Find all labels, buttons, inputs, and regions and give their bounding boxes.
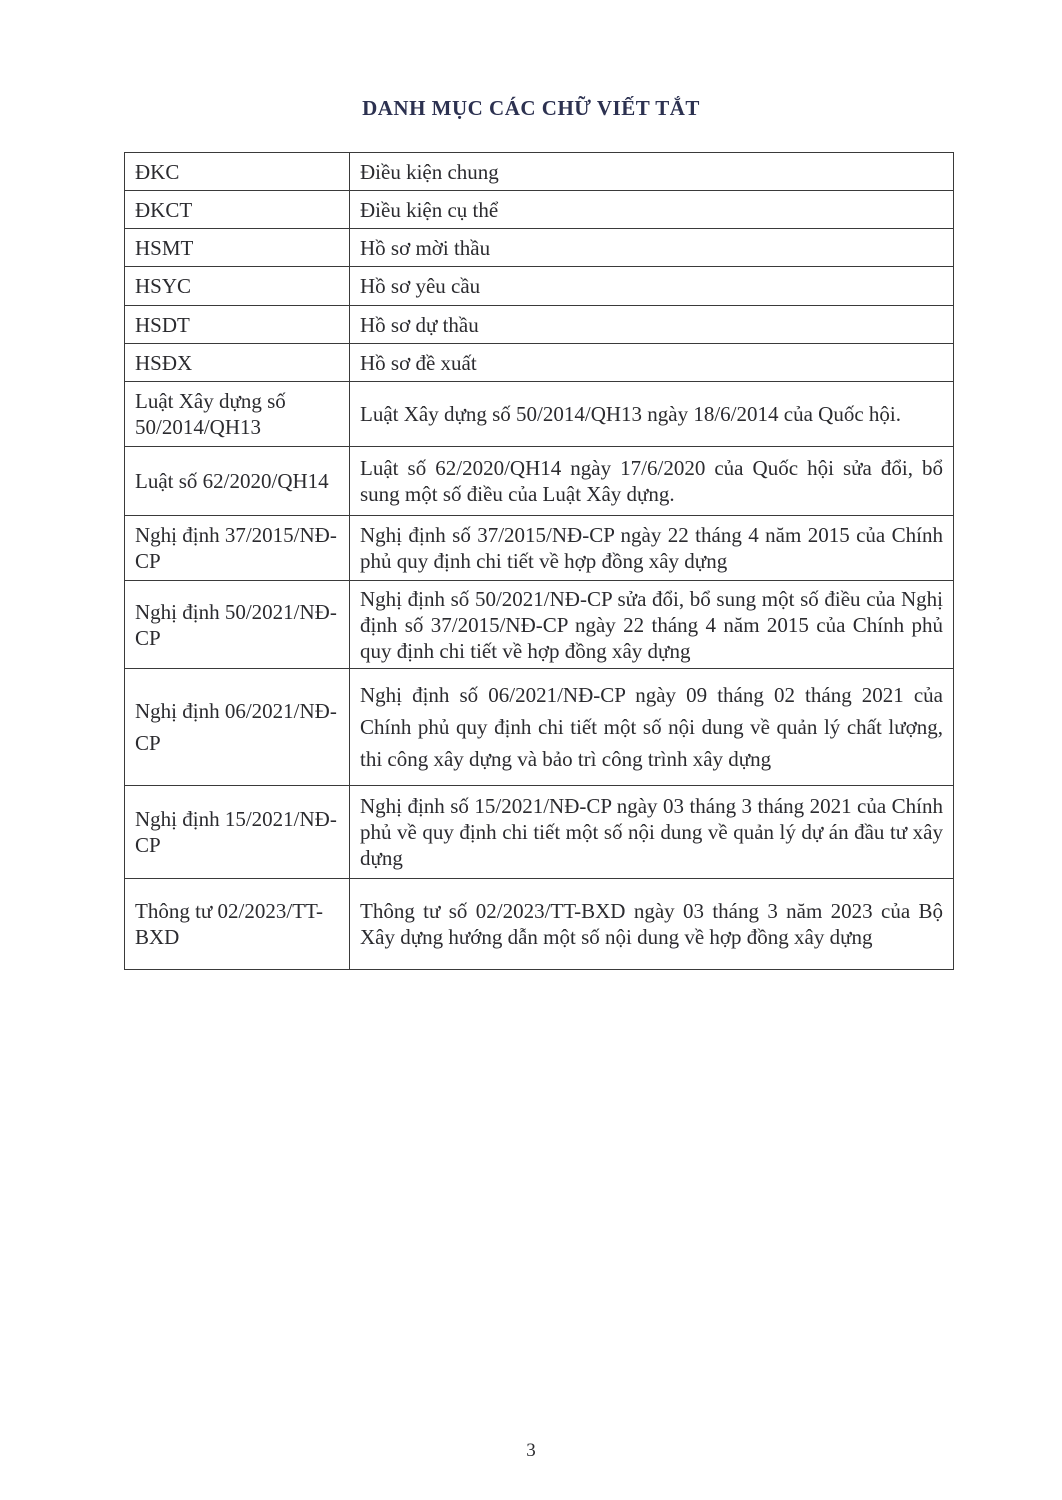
definition-cell: Hồ sơ yêu cầu	[350, 267, 954, 306]
definition-cell: Nghị định số 15/2021/NĐ-CP ngày 03 tháng 3 tháng 2021 của Chính phủ về quy định chi tiết một số nội dung về quản lý dự án đầu tư xây dựng	[350, 786, 954, 879]
table-row	[125, 344, 954, 382]
definition-cell: Luật Xây dựng số 50/2014/QH13 ngày 18/6/2014 của Quốc hội.	[350, 382, 954, 447]
table-row	[125, 447, 954, 516]
table-row	[125, 191, 954, 229]
abbreviation-cell: Thông tư 02/2023/TT-BXD	[125, 879, 350, 970]
definition-cell: Điều kiện cụ thể	[350, 191, 954, 229]
definition-cell: Hồ sơ mời thầu	[350, 229, 954, 267]
abbreviation-cell: Luật số 62/2020/QH14	[125, 447, 350, 516]
abbreviation-cell: Nghị định 15/2021/NĐ-CP	[125, 786, 350, 879]
abbreviation-cell: HSĐX	[125, 344, 350, 382]
table-row	[125, 153, 954, 191]
table-row	[125, 229, 954, 267]
definition-cell: Nghị định số 37/2015/NĐ-CP ngày 22 tháng 4 năm 2015 của Chính phủ quy định chi tiết về hợp đồng xây dựng	[350, 516, 954, 581]
table-row	[125, 516, 954, 581]
definition-cell: Nghị định số 50/2021/NĐ-CP sửa đổi, bổ sung một số điều của Nghị định số 37/2015/NĐ-CP ngày 22 tháng 4 năm 2015 của Chính phủ quy định chi tiết về hợp đồng xây dựng	[350, 581, 954, 669]
abbreviation-cell: Nghị định 37/2015/NĐ-CP	[125, 516, 350, 581]
abbreviations-table	[124, 152, 954, 970]
abbreviation-cell: HSYC	[125, 267, 350, 306]
table-row	[125, 669, 954, 786]
table-row	[125, 581, 954, 669]
table-row	[125, 786, 954, 879]
abbreviation-cell: Nghị định 06/2021/NĐ-CP	[125, 669, 350, 786]
definition-cell: Luật số 62/2020/QH14 ngày 17/6/2020 của Quốc hội sửa đổi, bổ sung một số điều của Luật Xây dựng.	[350, 447, 954, 516]
abbreviation-cell: ĐKC	[125, 153, 350, 191]
definition-cell: Nghị định số 06/2021/NĐ-CP ngày 09 tháng 02 tháng 2021 của Chính phủ quy định chi tiết một số nội dung về quản lý chất lượng, thi công xây dựng và bảo trì công trình xây dựng	[350, 669, 954, 786]
page-title: DANH MỤC CÁC CHỮ VIẾT TẮT	[362, 96, 700, 120]
abbreviation-cell: ĐKCT	[125, 191, 350, 229]
page-number: 3	[526, 1440, 536, 1461]
abbreviation-cell: HSDT	[125, 306, 350, 344]
definition-cell: Điều kiện chung	[350, 153, 954, 191]
abbreviation-cell: HSMT	[125, 229, 350, 267]
table-row	[125, 382, 954, 447]
definition-cell: Hồ sơ đề xuất	[350, 344, 954, 382]
abbreviation-cell: Nghị định 50/2021/NĐ-CP	[125, 581, 350, 669]
definition-cell: Hồ sơ dự thầu	[350, 306, 954, 344]
table-row	[125, 267, 954, 306]
table-row	[125, 306, 954, 344]
definition-cell: Thông tư số 02/2023/TT-BXD ngày 03 tháng 3 năm 2023 của Bộ Xây dựng hướng dẫn một số nội dung về hợp đồng xây dựng	[350, 879, 954, 970]
abbreviation-cell: Luật Xây dựng số 50/2014/QH13	[125, 382, 350, 447]
table-row	[125, 879, 954, 970]
